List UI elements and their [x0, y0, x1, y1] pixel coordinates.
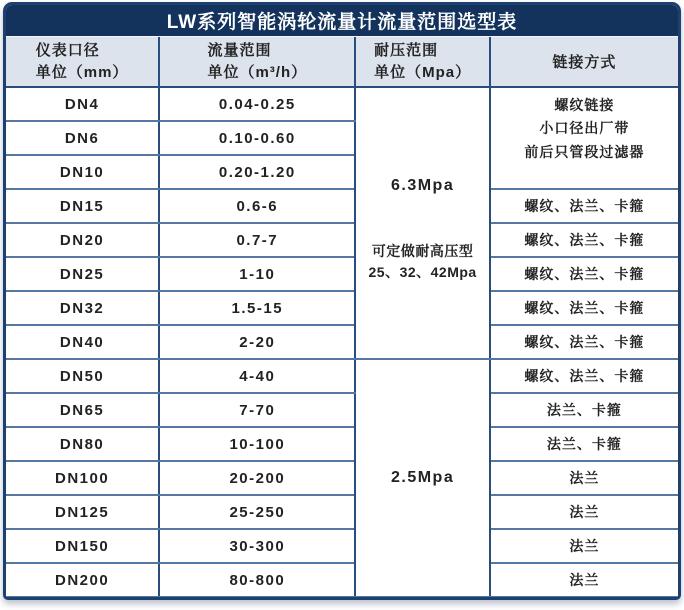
connection-cell: 螺纹、法兰、卡箍: [490, 325, 678, 359]
diameter-cell: DN4: [6, 87, 159, 121]
diameter-cell: DN80: [6, 427, 159, 461]
flow-range-cell: 10-100: [159, 427, 355, 461]
pressure-value: 2.5Mpa: [390, 469, 455, 486]
table-row: [6, 563, 678, 597]
table-row: [6, 223, 678, 257]
flow-range-cell: 0.10-0.60: [159, 121, 355, 155]
connection-cell: 螺纹链接 小口径出厂带 前后只管段过滤器: [490, 87, 678, 189]
table-title: LW系列智能涡轮流量计流量范围选型表: [6, 5, 678, 37]
flow-range-cell: 1-10: [159, 257, 355, 291]
flow-range-cell: 0.6-6: [159, 189, 355, 223]
table-row: [6, 189, 678, 223]
connection-cell: 螺纹、法兰、卡箍: [490, 189, 678, 223]
flow-range-cell: 7-70: [159, 393, 355, 427]
connection-cell: 螺纹、法兰、卡箍: [490, 223, 678, 257]
header-flow-range: [159, 37, 355, 87]
diameter-cell: DN50: [6, 359, 159, 393]
diameter-cell: DN15: [6, 189, 159, 223]
diameter-cell: DN10: [6, 155, 159, 189]
header-diameter-line1: 仪表口径: [35, 41, 100, 59]
header-connection-label: 链接方式: [552, 54, 617, 71]
flowmeter-selection-table: [3, 2, 681, 600]
diameter-cell: DN125: [6, 495, 159, 529]
diameter-cell: DN100: [6, 461, 159, 495]
header-diameter-line2: 单位（mm）: [35, 63, 129, 81]
table-row: [6, 427, 678, 461]
diameter-cell: DN65: [6, 393, 159, 427]
table-row: [6, 461, 678, 495]
table-body: [6, 87, 678, 597]
flow-range-cell: 0.04-0.25: [159, 87, 355, 121]
diameter-cell: DN150: [6, 529, 159, 563]
table-row: [6, 87, 678, 121]
pressure-value: 6.3Mpa: [390, 177, 455, 194]
connection-cell: 法兰: [490, 495, 678, 529]
flow-range-cell: 25-250: [159, 495, 355, 529]
selection-table: [6, 37, 678, 598]
diameter-cell: DN32: [6, 291, 159, 325]
connection-cell: 螺纹、法兰、卡箍: [490, 257, 678, 291]
connection-cell: 法兰、卡箍: [490, 427, 678, 461]
header-row: [6, 37, 678, 87]
diameter-cell: DN40: [6, 325, 159, 359]
connection-cell: 螺纹、法兰、卡箍: [490, 359, 678, 393]
pressure-cell-content: [356, 469, 488, 487]
header-flow-line2: 单位（m³/h）: [207, 63, 308, 81]
header-pressure-range: [355, 37, 489, 87]
connection-cell: 法兰: [490, 461, 678, 495]
table-row: [6, 359, 678, 393]
connection-cell: 法兰: [490, 529, 678, 563]
diameter-cell: DN200: [6, 563, 159, 597]
flow-range-cell: 2-20: [159, 325, 355, 359]
header-pressure-line2: 单位（Mpa）: [374, 63, 472, 81]
pressure-cell: [355, 87, 489, 359]
header-diameter: [6, 37, 159, 87]
pressure-cell: [355, 359, 489, 597]
flow-range-cell: 80-800: [159, 563, 355, 597]
table-row: [6, 495, 678, 529]
diameter-cell: DN6: [6, 121, 159, 155]
table-row: [6, 257, 678, 291]
table-row: [6, 529, 678, 563]
header-connection: [490, 37, 678, 87]
table-row: [6, 291, 678, 325]
table-row: [6, 325, 678, 359]
diameter-cell: DN20: [6, 223, 159, 257]
flow-range-cell: 0.7-7: [159, 223, 355, 257]
connection-cell: 法兰、卡箍: [490, 393, 678, 427]
flow-range-cell: 0.20-1.20: [159, 155, 355, 189]
header-pressure-line1: 耐压范围: [374, 41, 439, 59]
flow-range-cell: 20-200: [159, 461, 355, 495]
flow-range-cell: 30-300: [159, 529, 355, 563]
header-flow-line1: 流量范围: [207, 41, 272, 59]
table-row: [6, 393, 678, 427]
connection-cell: 法兰: [490, 563, 678, 597]
diameter-cell: DN25: [6, 257, 159, 291]
flow-range-cell: 1.5-15: [159, 291, 355, 325]
pressure-cell-content: [356, 163, 488, 283]
connection-cell: 螺纹、法兰、卡箍: [490, 291, 678, 325]
flow-range-cell: 4-40: [159, 359, 355, 393]
pressure-note: 可定做耐高压型 25、32、42Mpa: [368, 243, 477, 280]
